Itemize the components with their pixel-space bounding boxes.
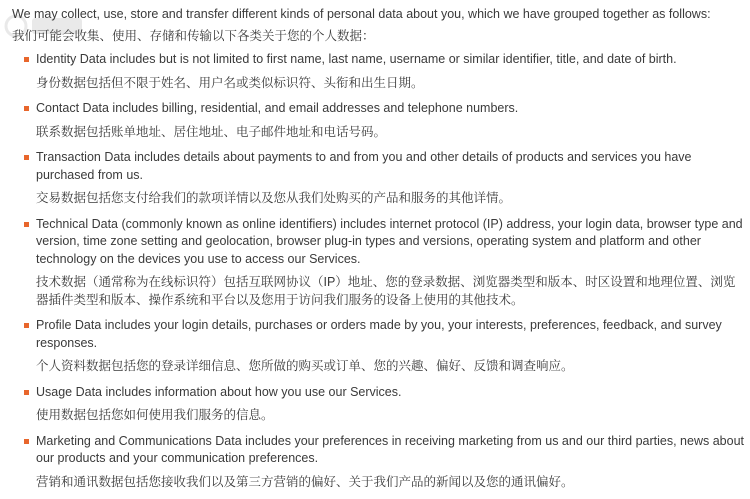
list-item [12,433,746,492]
item-chinese: 联系数据包括账单地址、居住地址、电子邮件地址和电话号码。 [36,124,387,139]
personal-data-notice [12,6,746,499]
list-item [12,317,746,376]
item-chinese: 交易数据包括您支付给我们的款项详情以及您从我们处购买的产品和服务的其他详情。 [36,191,512,205]
item-chinese: 营销和通讯数据包括您接收我们以及第三方营销的偏好、关于我们产品的新闻以及您的通讯偏好。 [36,474,574,489]
list-item [12,216,746,310]
item-english: Contact Data includes billing, residential, and email addresses and telephone numbers. [36,101,519,115]
list-item [12,51,746,92]
item-english: Technical Data (commonly known as online identifiers) includes internet protocol (IP) address, your login data, browser type and version, time zone setting and geolocation, browser plug-in types and versions, operating system and platform and other technology on the devices you use to access our Services. [36,216,743,266]
item-chinese: 身份数据包括但不限于姓名、用户名或类似标识符、头衔和出生日期。 [36,75,424,90]
data-category-list [12,51,746,491]
bullet-icon [24,57,29,62]
list-item [12,384,746,425]
item-english: Profile Data includes your login details, purchases or orders made by you, your interests, preferences, feedback, and survey responses. [36,318,722,350]
bullet-icon [24,155,29,160]
bullet-icon [24,222,29,227]
bullet-icon [24,439,29,444]
list-item [12,149,746,208]
item-chinese: 使用数据包括您如何使用我们服务的信息。 [36,408,274,422]
item-chinese: 个人资料数据包括您的登录详细信息、您所做的购买或订单、您的兴趣、偏好、反馈和调查响应。 [36,359,574,373]
intro-chinese: 我们可能会收集、使用、存储和传输以下各类关于您的个人数据： [12,28,375,43]
bullet-icon [24,106,29,111]
item-chinese: 技术数据（通常称为在线标识符）包括互联网协议（IP）地址、您的登录数据、浏览器类型和版本、时区设置和地理位置、浏览器插件类型和版本、操作系统和平台以及您用于访问我们服务的设备上使用的其他技术。 [36,275,736,307]
intro-english: We may collect, use, store and transfer different kinds of personal data about you, which we have grouped together as follows: [12,7,711,21]
item-english: Marketing and Communications Data includes your preferences in receiving marketing from us and our third parties, news about our products and your communication preferences. [36,433,744,465]
item-english: Identity Data includes but is not limited to first name, last name, username or similar identifier, title, and date of birth. [36,52,677,66]
bullet-icon [24,390,29,395]
bullet-icon [24,323,29,328]
list-item [12,100,746,141]
item-english: Transaction Data includes details about payments to and from you and other details of products and services you have purchased from us. [36,150,692,182]
item-english: Usage Data includes information about how you use our Services. [36,384,402,399]
